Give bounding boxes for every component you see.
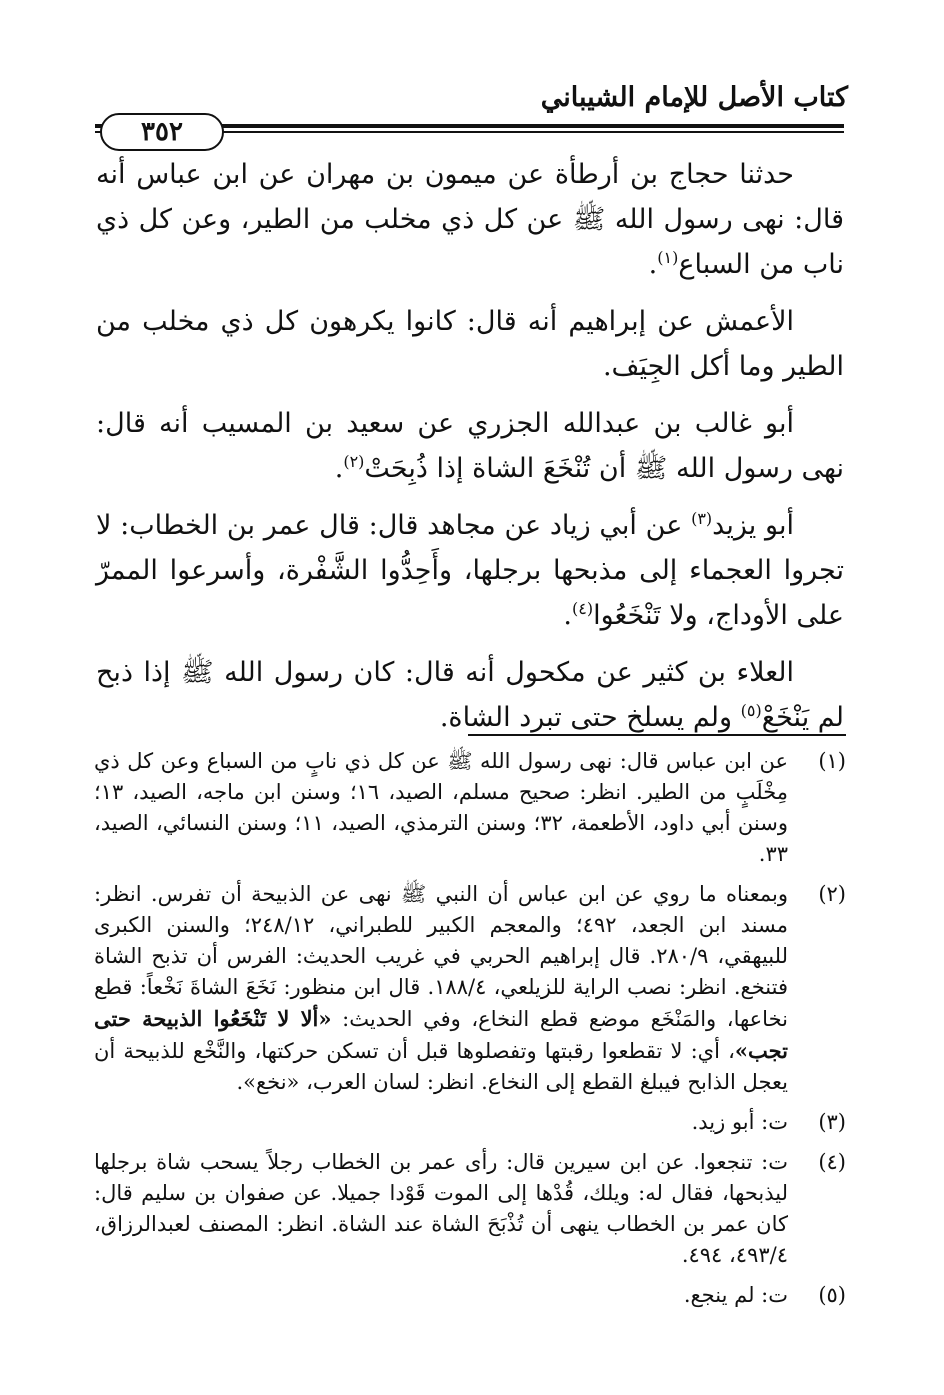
- paragraph-text: عن أبي زياد عن مجاهد قال: قال عمر بن الخطاب: لا تجروا العجماء إلى مذبحها برجلها، وأَحِدُّوا الشَّفْرة، وأسرعوا الممرّ على الأوداج، ولا تَنْخَعُوا: [96, 510, 844, 631]
- footnote-ref[interactable]: (٢): [343, 452, 365, 471]
- main-text: [96, 152, 844, 752]
- footnotes: [94, 746, 846, 1320]
- book-title: كتاب الأصل للإمام الشيباني: [540, 82, 848, 113]
- paragraph-end: .: [563, 600, 572, 631]
- footnote-text: [94, 882, 788, 1094]
- footnote: [94, 879, 846, 1098]
- footnote-text: ت: تنجعوا. عن ابن سيرين قال: رأى عمر بن الخطاب رجلاً يسحب شاة برجلها ليذبحها، فقال له: ويلك، قُدْها إلى الموت قَوْدا جميلا. عن صفوان بن سليم قال: كان عمر بن الخطاب ينهى أن تُذْبَحَ الشاة عند الشاة. انظر: المصنف لعبدالرزاق، ٤٩٣/٤، ٤٩٤.: [94, 1150, 788, 1267]
- footnote-text: ت: أبو زيد.: [691, 1110, 788, 1134]
- footnote-text: ت: لم ينجع.: [683, 1283, 788, 1307]
- paragraph-text: حدثنا حجاج بن أرطأة عن ميمون بن مهران عن ابن عباس أنه قال: نهى رسول الله ﷺ عن كل ذي مخلب من الطير، وعن كل ذي ناب من السباع: [96, 159, 844, 280]
- paragraph-text: الأعمش عن إبراهيم أنه قال: كانوا يكرهون كل ذي مخلب من الطير وما أكل الجِيَف.: [96, 306, 844, 382]
- paragraph: [96, 152, 844, 287]
- footnote-number: (٥): [818, 1283, 846, 1307]
- footnote-number: (٤): [818, 1150, 846, 1174]
- footnote-ref[interactable]: (٣): [691, 509, 713, 528]
- paragraph: [96, 650, 844, 740]
- page-number: ٣٥٢: [100, 113, 224, 151]
- paragraph-text: ولم يسلخ حتى تبرد الشاة.: [439, 702, 741, 733]
- footnote-text-part: ، أي: لا تقطعوا رقبتها وتفصلوها قبل أن تسكن حركتها، والنَّخْع للذبيحة أن يعجل الذابح فيبلغ القطع إلى النخاع. انظر: لسان العرب، «نخع».: [94, 1039, 788, 1094]
- paragraph-end: .: [648, 249, 658, 280]
- paragraph-text: أبو يزيد: [712, 510, 794, 541]
- footnote-ref[interactable]: (٥): [740, 701, 762, 720]
- hadith-quote: «ألا لا تَنْخَعُوا الذبيحة حتى تجب»: [94, 1006, 788, 1063]
- footnote-text: عن ابن عباس قال: نهى رسول الله ﷺ عن كل ذي نابٍ من السباع وعن كل ذي مِخْلَبٍ من الطير. انظر: صحيح مسلم، الصيد، ١٦؛ وسنن ابن ماجه، الصيد، ١٣؛ وسنن أبي داود، الأطعمة، ٣٢؛ وسنن الترمذي، الصيد، ١١؛ وسنن النسائي، الصيد، ٣٣.: [94, 749, 788, 866]
- footnote-ref[interactable]: (٤): [571, 599, 594, 618]
- paragraph-text: أبو غالب بن عبدالله الجزري عن سعيد بن المسيب أنه قال: نهى رسول الله ﷺ أن تُنْخَعَ الشاة إذا ذُبِحَتْ: [96, 408, 844, 484]
- footnote: [94, 1107, 846, 1138]
- paragraph: [96, 503, 844, 638]
- footnote-number: (١): [818, 749, 846, 773]
- footnote: [94, 746, 846, 870]
- paragraph: [96, 401, 844, 491]
- paragraph-text: العلاء بن كثير عن مكحول أنه قال: كان رسول الله ﷺ إذا ذبح لم يَنْخَعْ: [96, 657, 844, 733]
- paragraph: [96, 299, 844, 389]
- footnote-number: (٢): [818, 882, 846, 906]
- footnote: [94, 1280, 846, 1311]
- footnote: [94, 1147, 846, 1271]
- footnote-ref[interactable]: (١): [657, 248, 679, 267]
- footnote-separator: [468, 734, 846, 736]
- paragraph-end: .: [334, 453, 344, 484]
- footnote-number: (٣): [818, 1110, 846, 1134]
- footnote-text-part: وبمعناه ما روي عن ابن عباس أن النبي ﷺ نهى عن الذبيحة أن تفرس. انظر: مسند ابن الجعد، ٤٩٢؛ والمعجم الكبير للطبراني، ٢٤٨/١٢؛ والسنن الكبرى للبيهقي، ٢٨٠/٩. قال إبراهيم الحربي في غريب الحديث: الفرس أن تذبح الشاة فتنخع. انظر: نصب الراية للزيلعي، ١٨٨/٤. قال ابن منظور: نَخَعَ الشاةَ نَخْعاً: قطع نخاعها، والمَنْخَع موضع قطع النخاع، وفي الحديث:: [94, 882, 788, 1031]
